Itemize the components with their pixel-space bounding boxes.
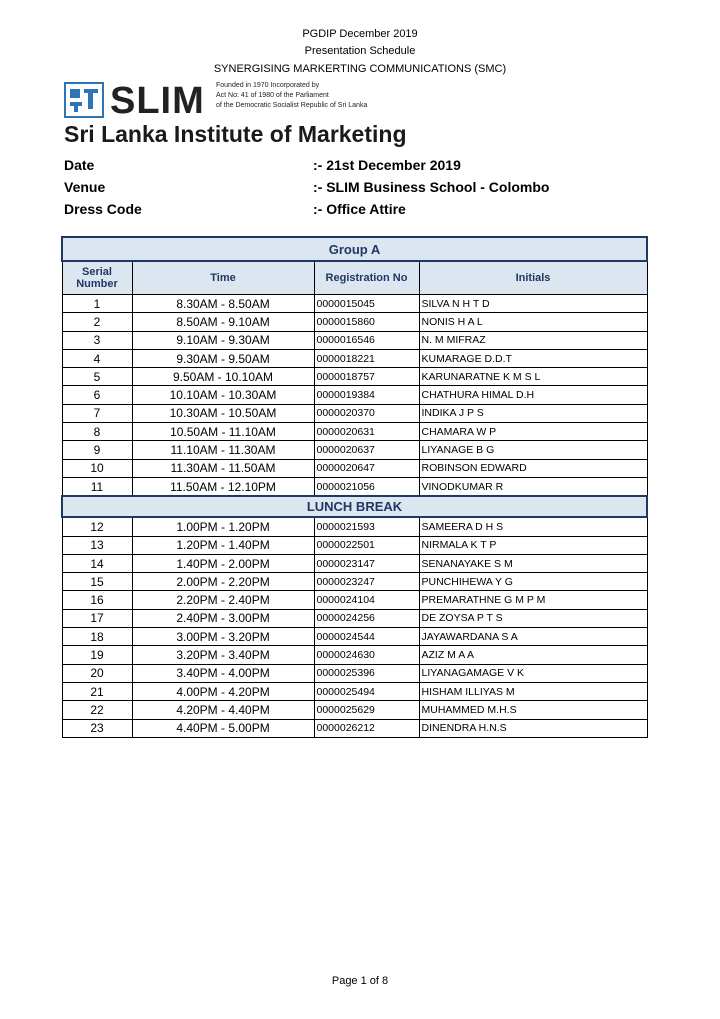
logo-founded-line-2: Act No: 41 of 1980 of the Parliament [216, 92, 329, 99]
time-cell: 3.00PM - 3.20PM [132, 628, 314, 646]
page-number: Page 1 of 8 [331, 975, 389, 987]
table-row [62, 349, 647, 367]
registration-cell: 0000025494 [314, 682, 419, 700]
initials-cell: NONIS H A L [419, 313, 647, 331]
table-row [62, 441, 647, 459]
initials-cell: CHATHURA HIMAL D.H [419, 386, 647, 404]
serial-cell: 20 [62, 664, 132, 682]
serial-cell: 22 [62, 701, 132, 719]
serial-cell: 13 [62, 536, 132, 554]
header-line-1: PGDIP December 2019 [302, 28, 418, 40]
column-header-time: Time [132, 261, 314, 295]
registration-cell: 0000021593 [314, 517, 419, 536]
registration-cell: 0000026212 [314, 719, 419, 737]
serial-cell: 7 [62, 404, 132, 422]
initials-cell: PREMARATHNE G M P M [419, 591, 647, 609]
time-cell: 10.50AM - 11.10AM [132, 423, 314, 441]
lunch-break-label: LUNCH BREAK [62, 496, 647, 517]
logo-short-name: SLIM [110, 80, 205, 122]
time-cell: 9.30AM - 9.50AM [132, 349, 314, 367]
initials-cell: SAMEERA D H S [419, 517, 647, 536]
initials-cell: CHAMARA W P [419, 423, 647, 441]
time-cell: 9.10AM - 9.30AM [132, 331, 314, 349]
registration-cell: 0000020637 [314, 441, 419, 459]
serial-cell: 1 [62, 295, 132, 313]
time-cell: 2.40PM - 3.00PM [132, 609, 314, 627]
registration-cell: 0000020631 [314, 423, 419, 441]
serial-cell: 18 [62, 628, 132, 646]
header-line-3: SYNERGISING MARKERTING COMMUNICATIONS (SMC) [213, 63, 507, 75]
column-header-registration: Registration No [314, 261, 419, 295]
table-row [62, 591, 647, 609]
time-cell: 1.40PM - 2.00PM [132, 554, 314, 572]
serial-cell: 4 [62, 349, 132, 367]
registration-cell: 0000024630 [314, 646, 419, 664]
schedule-table [61, 236, 648, 738]
serial-cell: 10 [62, 459, 132, 477]
initials-cell: MUHAMMED M.H.S [419, 701, 647, 719]
table-row [62, 628, 647, 646]
serial-cell: 17 [62, 609, 132, 627]
registration-cell: 0000015045 [314, 295, 419, 313]
serial-cell: 8 [62, 423, 132, 441]
logo-founded-line-3: of the Democratic Socialist Republic of Sri Lanka [216, 102, 368, 109]
time-cell: 1.00PM - 1.20PM [132, 517, 314, 536]
table-row [62, 386, 647, 404]
dress-code-value: :- Office Attire [313, 201, 406, 217]
time-cell: 4.20PM - 4.40PM [132, 701, 314, 719]
table-row [62, 701, 647, 719]
logo-founded-line-1: Founded in 1970 Incorporated by [216, 82, 320, 89]
time-cell: 4.00PM - 4.20PM [132, 682, 314, 700]
time-cell: 10.10AM - 10.30AM [132, 386, 314, 404]
serial-cell: 6 [62, 386, 132, 404]
table-row [62, 404, 647, 422]
initials-cell: LIYANAGAMAGE V K [419, 664, 647, 682]
registration-cell: 0000023147 [314, 554, 419, 572]
initials-cell: ROBINSON EDWARD [419, 459, 647, 477]
table-row [62, 682, 647, 700]
time-cell: 3.40PM - 4.00PM [132, 664, 314, 682]
initials-cell: JAYAWARDANA S A [419, 628, 647, 646]
group-title: Group A [62, 237, 647, 261]
venue-label: Venue [64, 179, 106, 195]
time-cell: 8.50AM - 9.10AM [132, 313, 314, 331]
registration-cell: 0000022501 [314, 536, 419, 554]
time-cell: 1.20PM - 1.40PM [132, 536, 314, 554]
time-cell: 11.50AM - 12.10PM [132, 477, 314, 496]
registration-cell: 0000018221 [314, 349, 419, 367]
serial-cell: 19 [62, 646, 132, 664]
serial-cell: 12 [62, 517, 132, 536]
serial-cell: 9 [62, 441, 132, 459]
registration-cell: 0000016546 [314, 331, 419, 349]
institute-name: Sri Lanka Institute of Marketing [64, 121, 407, 147]
serial-cell: 14 [62, 554, 132, 572]
time-cell: 9.50AM - 10.10AM [132, 368, 314, 386]
registration-cell: 0000018757 [314, 368, 419, 386]
serial-cell: 21 [62, 682, 132, 700]
time-cell: 2.20PM - 2.40PM [132, 591, 314, 609]
column-header-initials: Initials [419, 261, 647, 295]
table-row [62, 719, 647, 737]
initials-cell: VINODKUMAR R [419, 477, 647, 496]
time-cell: 3.20PM - 3.40PM [132, 646, 314, 664]
column-header-serial: Serial Number [62, 261, 132, 295]
slim-emblem-icon [64, 82, 104, 118]
header-line-2: Presentation Schedule [304, 45, 416, 57]
initials-cell: HISHAM ILLIYAS M [419, 682, 647, 700]
dress-code-label: Dress Code [64, 201, 142, 217]
table-row [62, 646, 647, 664]
serial-cell: 11 [62, 477, 132, 496]
table-row [62, 423, 647, 441]
table-row [62, 664, 647, 682]
date-label: Date [64, 157, 95, 173]
initials-cell: DINENDRA H.N.S [419, 719, 647, 737]
time-cell: 10.30AM - 10.50AM [132, 404, 314, 422]
registration-cell: 0000020647 [314, 459, 419, 477]
serial-cell: 23 [62, 719, 132, 737]
registration-cell: 0000025396 [314, 664, 419, 682]
table-row [62, 295, 647, 313]
initials-cell: N. M MIFRAZ [419, 331, 647, 349]
table-row [62, 459, 647, 477]
table-row [62, 477, 647, 496]
initials-cell: PUNCHIHEWA Y G [419, 573, 647, 591]
slim-logo [64, 78, 464, 150]
initials-cell: KARUNARATNE K M S L [419, 368, 647, 386]
time-cell: 8.30AM - 8.50AM [132, 295, 314, 313]
registration-cell: 0000015860 [314, 313, 419, 331]
initials-cell: LIYANAGE B G [419, 441, 647, 459]
initials-cell: SILVA N H T D [419, 295, 647, 313]
table-row [62, 313, 647, 331]
date-value: :- 21st December 2019 [313, 157, 461, 173]
time-cell: 11.10AM - 11.30AM [132, 441, 314, 459]
table-row [62, 331, 647, 349]
registration-cell: 0000021056 [314, 477, 419, 496]
table-row [62, 536, 647, 554]
venue-value: :- SLIM Business School - Colombo [313, 179, 550, 195]
registration-cell: 0000020370 [314, 404, 419, 422]
serial-cell: 5 [62, 368, 132, 386]
table-row [62, 554, 647, 572]
initials-cell: AZIZ M A A [419, 646, 647, 664]
initials-cell: SENANAYAKE S M [419, 554, 647, 572]
registration-cell: 0000024544 [314, 628, 419, 646]
initials-cell: NIRMALA K T P [419, 536, 647, 554]
table-row [62, 517, 647, 536]
serial-cell: 15 [62, 573, 132, 591]
table-row [62, 368, 647, 386]
registration-cell: 0000024256 [314, 609, 419, 627]
initials-cell: INDIKA J P S [419, 404, 647, 422]
serial-cell: 2 [62, 313, 132, 331]
initials-cell: KUMARAGE D.D.T [419, 349, 647, 367]
registration-cell: 0000025629 [314, 701, 419, 719]
time-cell: 2.00PM - 2.20PM [132, 573, 314, 591]
time-cell: 4.40PM - 5.00PM [132, 719, 314, 737]
registration-cell: 0000019384 [314, 386, 419, 404]
initials-cell: DE ZOYSA P T S [419, 609, 647, 627]
registration-cell: 0000024104 [314, 591, 419, 609]
table-row [62, 609, 647, 627]
serial-cell: 3 [62, 331, 132, 349]
serial-cell: 16 [62, 591, 132, 609]
registration-cell: 0000023247 [314, 573, 419, 591]
table-row [62, 573, 647, 591]
time-cell: 11.30AM - 11.50AM [132, 459, 314, 477]
